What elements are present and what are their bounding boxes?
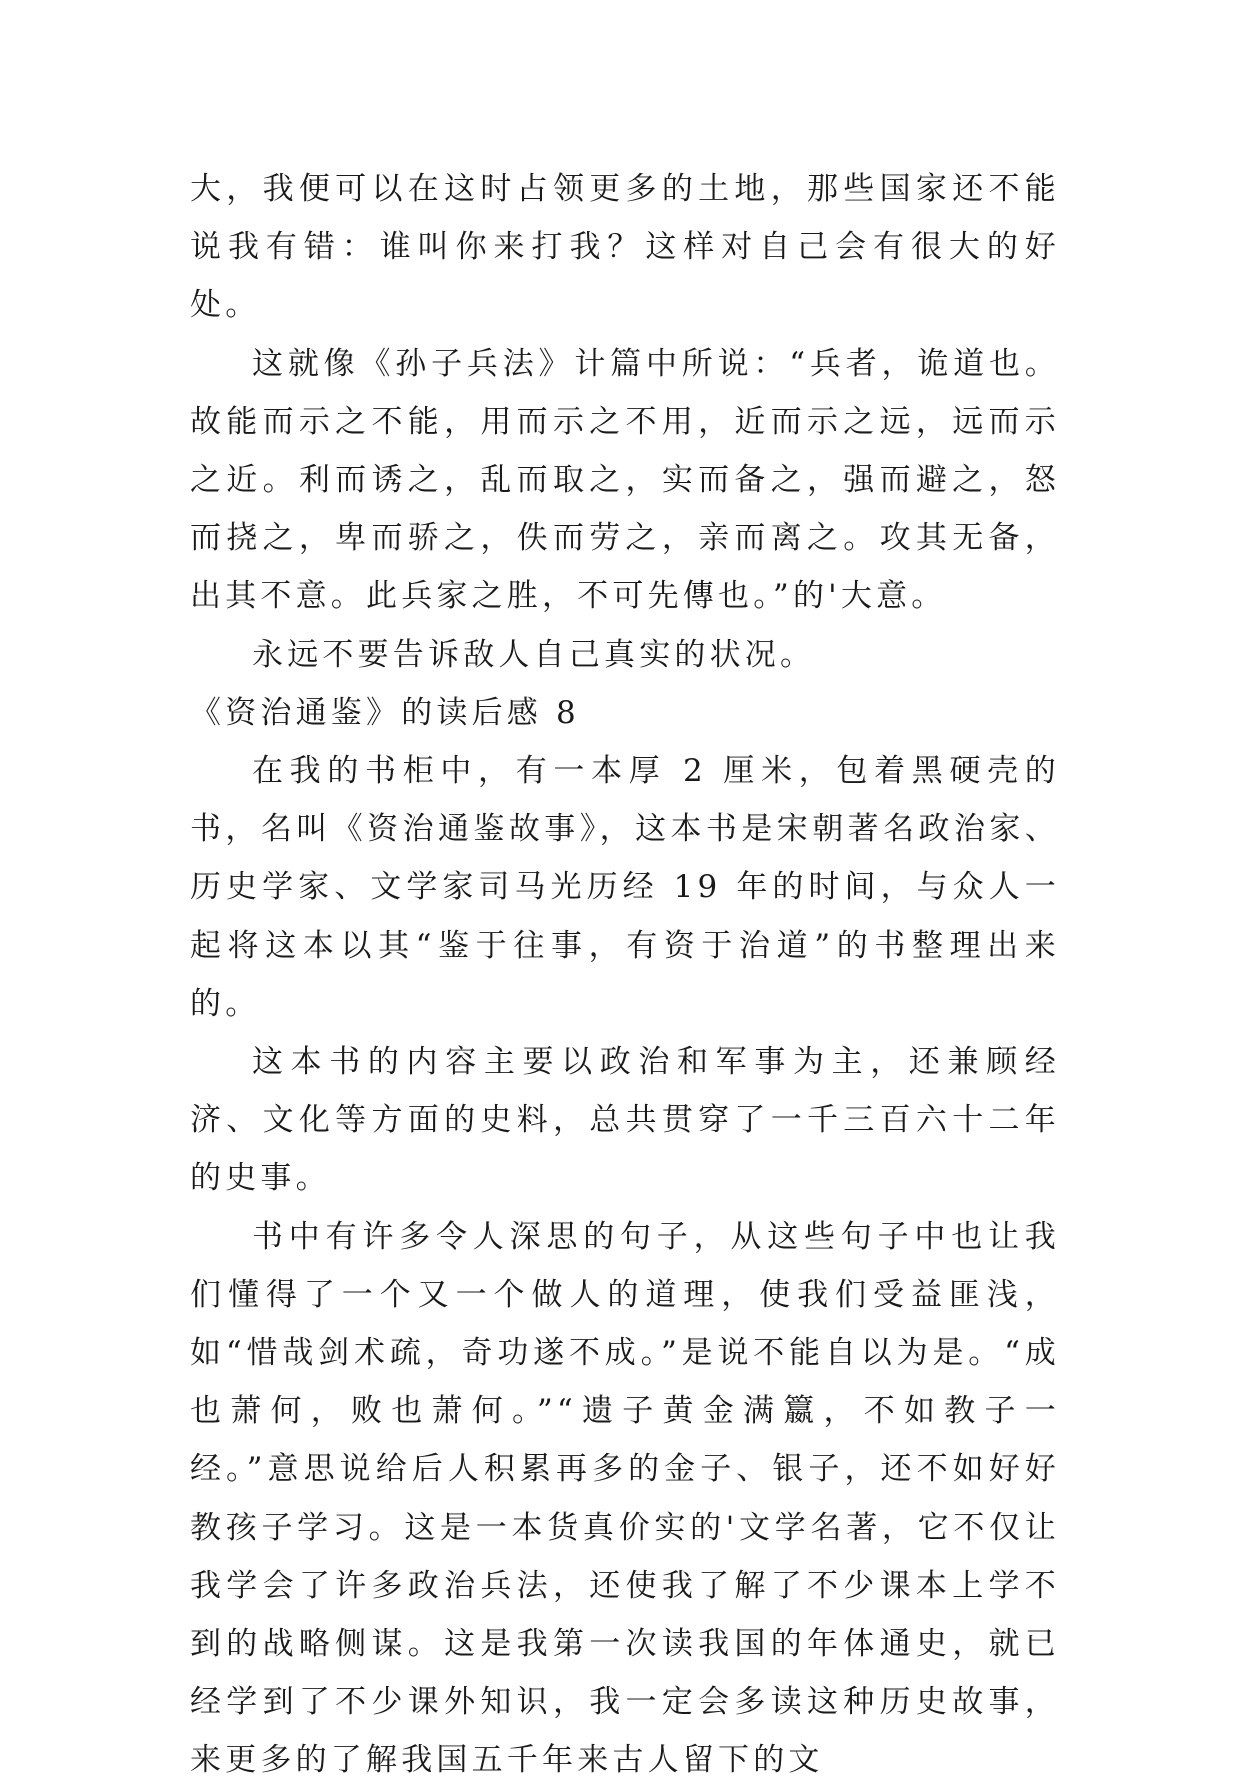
paragraph-sunzi-quote: 这就像《孙子兵法》计篇中所说：“兵者，诡道也。故能而示之不能，用而示之不用，近而示之远，远而示之近。利而诱之，乱而取之，实而备之，强而避之，怒而挠之，卑而骄之，佚而劳之，亲而离之。攻其无备，出其不意。此兵家之胜，不可先傳也。”的'大意。 [190, 345, 1060, 615]
paragraph-content: 这本书的内容主要以政治和军事为主，还兼顾经济、文化等方面的史料，总共贯穿了一千三百六十二年的史事。 [190, 1044, 1060, 1197]
section-title: 《资治通鉴》的读后感 8 [190, 694, 580, 731]
paragraph-conclusion: 永远不要告诉敌人自己真实的状况。 [252, 636, 816, 673]
document-page [190, 160, 1060, 1790]
paragraph-reflection: 书中有许多令人深思的句子，从这些句子中也让我们懂得了一个又一个做人的道理，使我们受益匪浅，如“惜哉剑术疏，奇功遂不成。”是说不能自以为是。“成也萧何，败也萧何。”“遗子黄金满籝，不如教子一经。”意思说给后人积累再多的金子、银子，还不如好好教孩子学习。这是一本货真价实的'文学名著，它不仅让我学会了许多政治兵法，还使我了解了不少课本上学不到的战略侧谋。这是我第一次读我国的年体通史，就已经学到了不少课外知识，我一定会多读这种历史故事，来更多的了解我国五千年来古人留下的文 [190, 1218, 1060, 1779]
paragraph-intro: 在我的书柜中，有一本厚 2 厘米，包着黑硬壳的书，名叫《资治通鉴故事》，这本书是宋朝著名政治家、历史学家、文学家司马光历经 19 年的时间，与众人一起将这本以其“鉴于往事，有资于治道”的书整理出来的。 [190, 753, 1060, 1022]
paragraph-continuation: 大，我便可以在这时占领更多的土地，那些国家还不能说我有错：谁叫你来打我？这样对自己会有很大的好处。 [190, 171, 1060, 324]
